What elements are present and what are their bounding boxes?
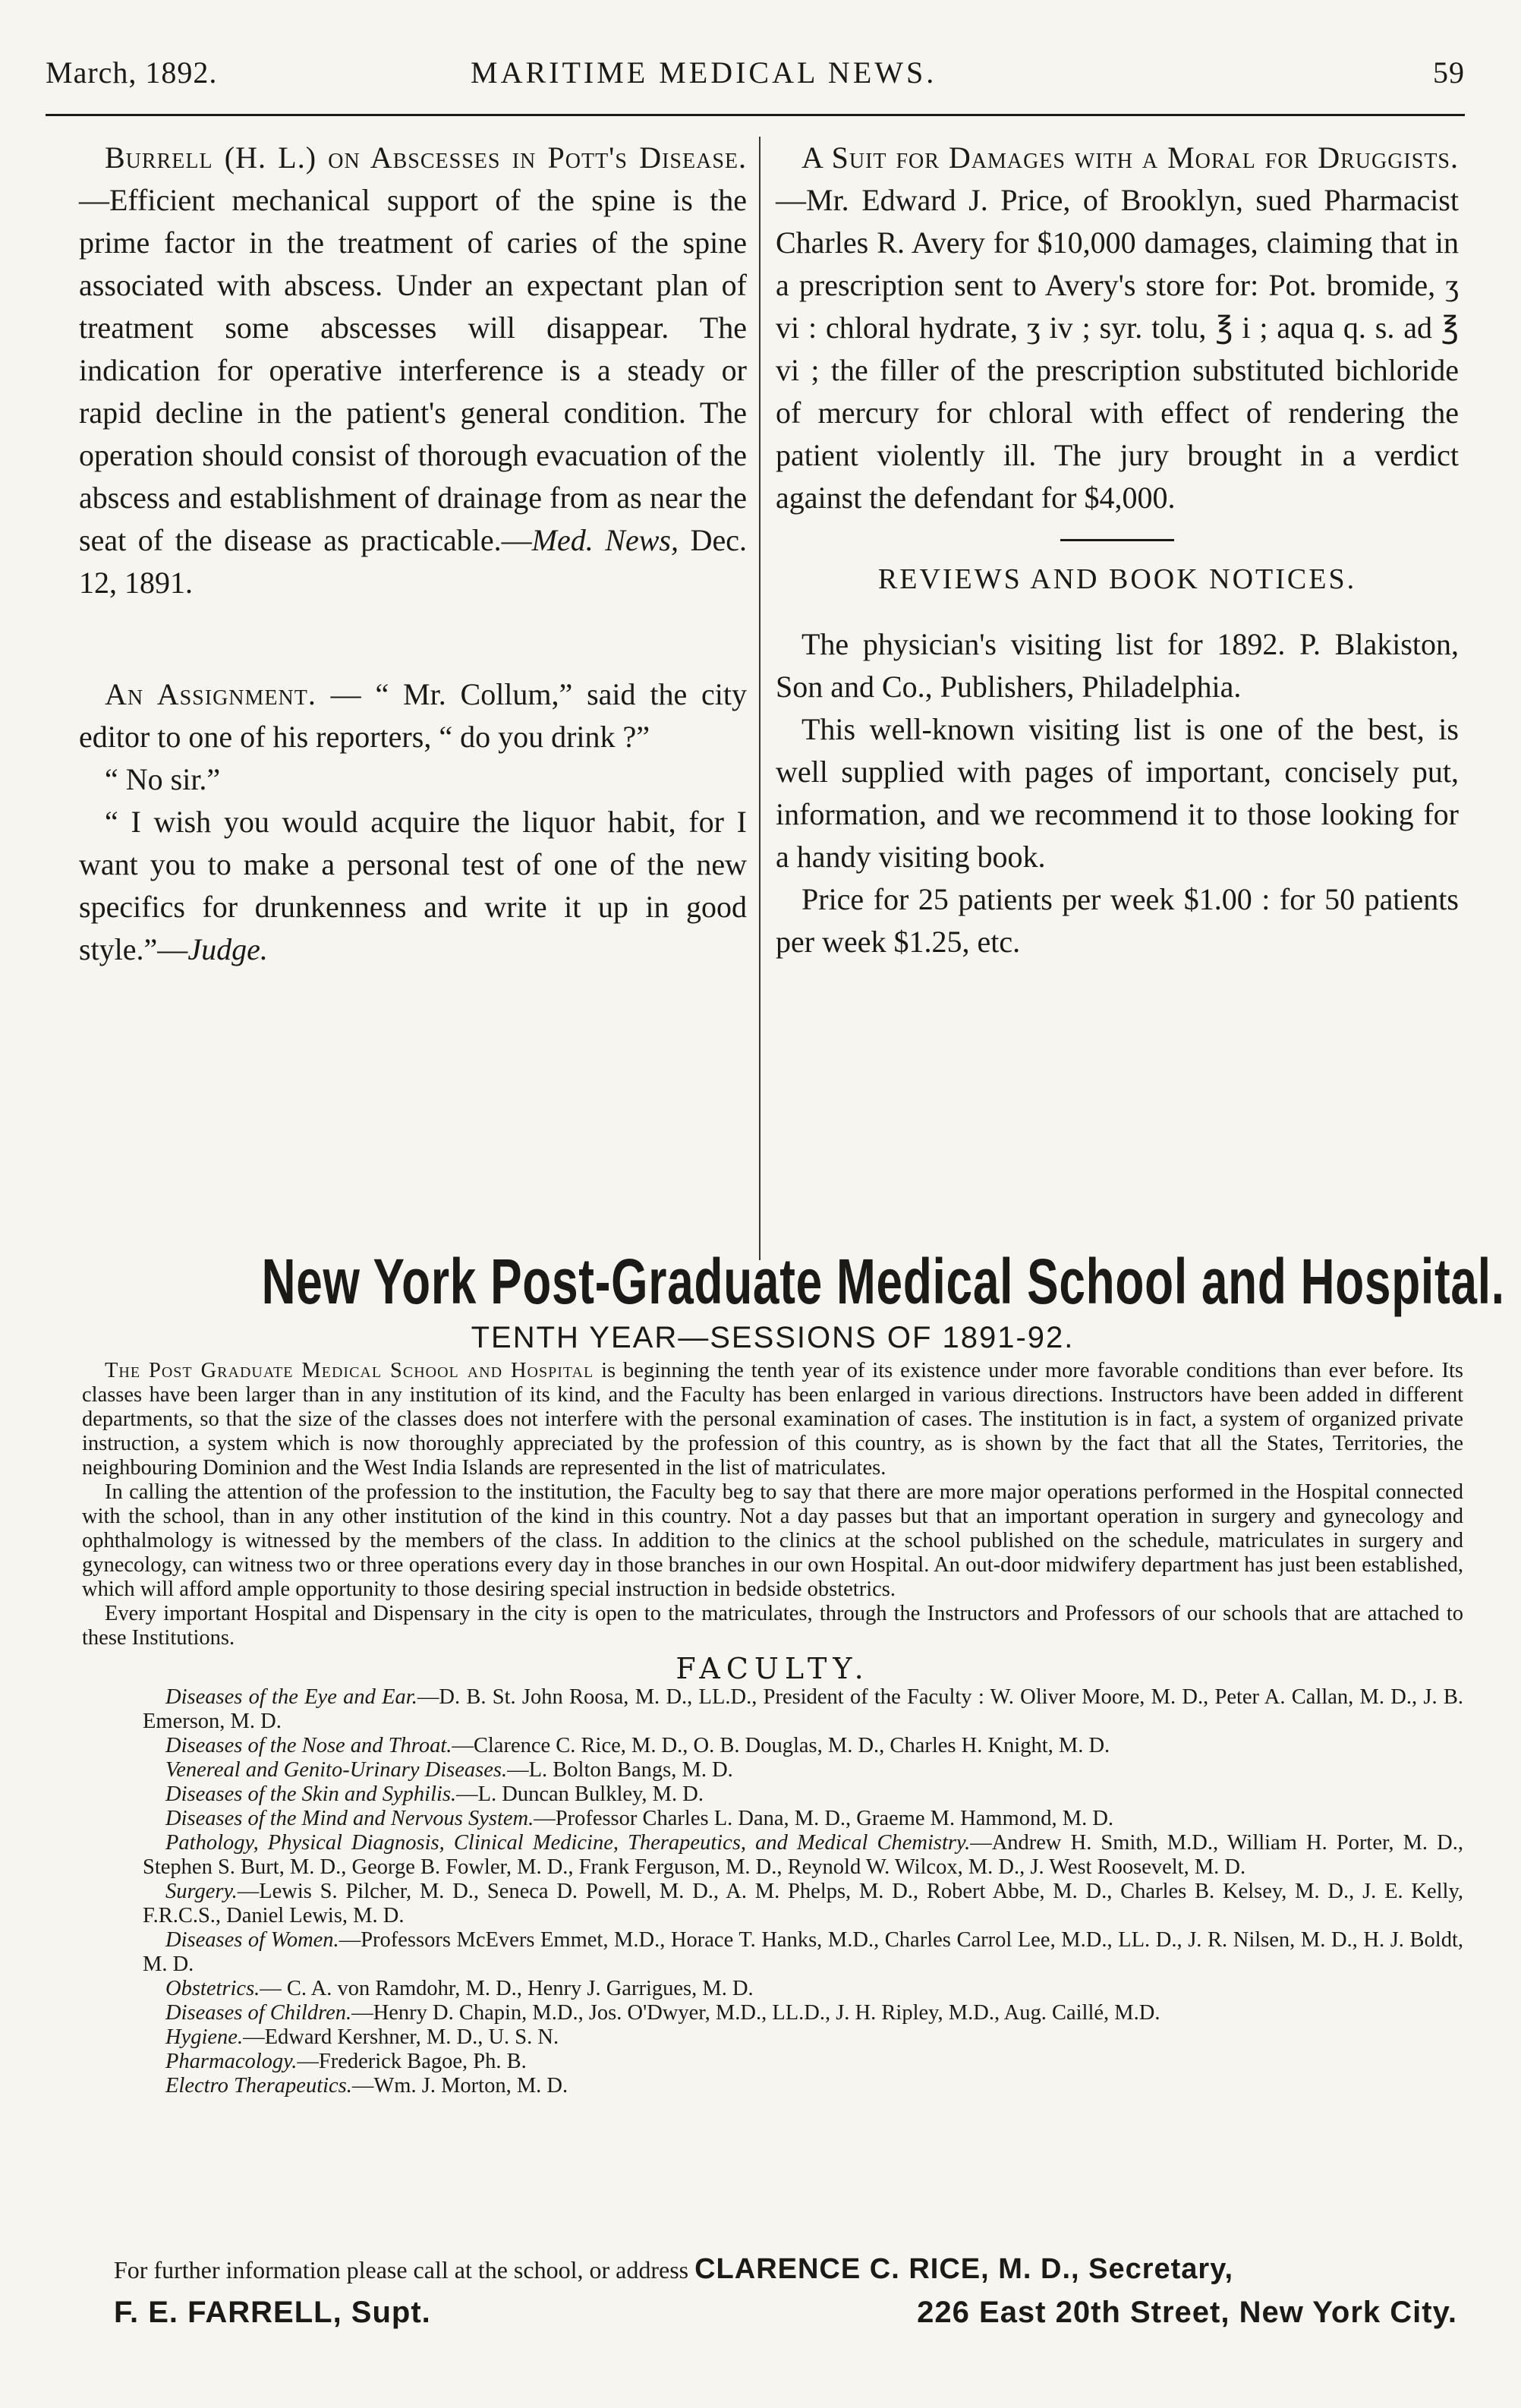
faculty-names: —L. Duncan Bulkley, M. D. (456, 1782, 704, 1806)
faculty-names: —Andrew H. Smith, M.D., William H. Porter, M. D., Stephen S. Burt, M. D., George B. Fowler, M. D., Frank Ferguson, M. D., Reynold W. Wilcox, M. D., J. West Roosevelt, M. D. (143, 1831, 1463, 1879)
article-title: An Assignment. (105, 677, 316, 711)
faculty-department: Surgery. (165, 1880, 238, 1903)
article-body: —Efficient mechanical support of the spine is the prime factor in the treatment of caries of the spine associated with abscess. Under an expectant plan of treatment some abscesses will disappear. The indication for operative interference is a steady or rapid decline in the patient's general condition. The operation should consist of thorough evacuation of the abscess and establishment of drainage from as near the seat of the disease as practicable.— (79, 183, 747, 557)
faculty-department: Electro Therapeutics. (165, 2074, 352, 2098)
faculty-entry (82, 2001, 1463, 2025)
faculty-entry (82, 1880, 1463, 1928)
running-head (46, 55, 1465, 100)
contact-text: For further information please call at the school, or address (114, 2256, 695, 2284)
faculty-entry (82, 1782, 1463, 1807)
faculty-department: Diseases of the Skin and Syphilis. (165, 1782, 457, 1806)
article-body: —Mr. Edward J. Price, of Brooklyn, sued Pharmacist Charles R. Avery for $10,000 damages, claiming that in a prescription sent to Avery's store for: Pot. bromide, ʒ vi : chloral hydrate, ʒ iv ; syr. tolu, ℥ i ; aqua q. s. ad ℥ vi ; the filler of the prescription substituted bichloride of mercury for chloral with effect of rendering the patient violently ill. The jury brought in a verdict against the defendant for $4,000. (776, 183, 1459, 515)
ad-lead: The Post Graduate Medical School and Hospital (105, 1359, 594, 1382)
superintendent: F. E. FARRELL, Supt. (114, 2296, 431, 2329)
faculty-entry (82, 1807, 1463, 1831)
section-heading: REVIEWS AND BOOK NOTICES. (877, 563, 1357, 595)
faculty-department: Pathology, Physical Diagnosis, Clinical Medicine, Therapeutics, and Medical Chemistry. (165, 1831, 971, 1855)
faculty-department: Diseases of Children. (165, 2001, 352, 2025)
column-divider (759, 137, 760, 1260)
review-price: Price for 25 patients per week $1.00 : for 50 patients per week $1.25, etc. (776, 882, 1459, 959)
faculty-names: — C. A. von Ramdohr, M. D., Henry J. Garrigues, M. D. (260, 1977, 754, 2000)
journal-title: MARITIME MEDICAL NEWS. (471, 55, 937, 90)
faculty-department: Hygiene. (165, 2025, 244, 2049)
article-title: Burrell (H. L.) on Abscesses in Pott's Disease. (105, 140, 747, 175)
article-body: “ I wish you would acquire the liquor habit, for I want you to make a personal test of one of the new specifics for drunkenness and write it up in good style.”— (79, 805, 747, 966)
faculty-entry (82, 2025, 1463, 2050)
section-separator (1060, 539, 1174, 541)
faculty-entry (82, 1758, 1463, 1782)
article-body: — “ Mr. Collum,” said the city editor to one of his reporters, “ do you drink ?” (79, 677, 747, 754)
faculty-names: —L. Bolton Bangs, M. D. (507, 1758, 733, 1782)
faculty-department: Diseases of the Eye and Ear. (165, 1685, 417, 1709)
faculty-entry (82, 1831, 1463, 1880)
faculty-department: Diseases of Women. (165, 1928, 339, 1952)
page-number: 59 (1433, 55, 1465, 90)
faculty-department: Obstetrics. (165, 1977, 260, 2000)
article-burrell (79, 137, 747, 604)
faculty-entry (82, 1928, 1463, 1977)
contact-line (114, 2253, 1457, 2286)
article-source: Med. News, (531, 523, 679, 557)
faculty-entry (82, 2050, 1463, 2074)
issue-date: March, 1892. (46, 55, 218, 90)
advertisement-title: New York Post-Graduate Medical School and Hospital. (261, 1246, 1505, 1317)
faculty-names: —Professors McEvers Emmet, M.D., Horace T. Hanks, M.D., Charles Carrol Lee, M.D., LL. D., J. R. Nilsen, M. D., H. J. Boldt, M. D. (143, 1928, 1463, 1976)
superintendent-line (114, 2296, 1457, 2341)
ad-paragraph: In calling the attention of the profession to the institution, the Faculty beg to say that there are more major operations performed in the Hospital connected with the school, than in any other institution of the kind in this country. Not a day passes but that an important operation in surgery and gynecology and ophthalmology is witnessed by the members of the class. In addition to the clinics at the school published on the schedule, matriculates in surgery and gynecology, can witness two or three operations every day in those branches in our own Hospital. An out-door midwifery department has just been established, which will afford ample opportunity to those desiring special instruction in bedside obstetrics. (82, 1480, 1463, 1601)
faculty-names: —Edward Kershner, M. D., U. S. N. (243, 2025, 559, 2049)
left-column (79, 137, 747, 971)
faculty-entry (82, 1685, 1463, 1734)
right-column (776, 137, 1459, 963)
article-title: A Suit for Damages with a Moral for Druggists. (801, 140, 1459, 175)
article-suit-for-damages (776, 137, 1459, 519)
faculty-names: —D. B. St. John Roosa, M. D., LL.D., President of the Faculty : W. Oliver Moore, M. D., Peter A. Callan, M. D., J. B. Emerson, M. D. (143, 1685, 1464, 1733)
advertisement-subtitle: TENTH YEAR—SESSIONS OF 1891-92. (471, 1321, 1075, 1354)
faculty-department: Venereal and Genito-Urinary Diseases. (165, 1758, 508, 1782)
ad-paragraph: Every important Hospital and Dispensary in the city is open to the matriculates, through the Instructors and Professors of our schools that are attached to these Institutions. (82, 1602, 1463, 1650)
faculty-entry (82, 1977, 1463, 2001)
faculty-names: —Clarence C. Rice, M. D., O. B. Douglas, M. D., Charles H. Knight, M. D. (452, 1734, 1110, 1757)
ad-paragraph: The Post Graduate Medical School and Hospital is beginning the tenth year of its existence under more favorable conditions than ever before. Its classes have been larger than in any institution of its kind, and the Faculty has been enlarged in various directions. Instructors have been added in different departments, so that the size of the classes does not interfere with the personal examination of cases. The institution is in fact, a system of organized private instruction, a system which is now thoroughly appreciated by the profession of this country, as is shown by the fact that all the States, Territories, the neighbouring Dominion and the West India Islands are represented in the list of matriculates. (82, 1359, 1463, 1480)
faculty-entry (82, 1734, 1463, 1758)
faculty-names: —Henry D. Chapin, M.D., Jos. O'Dwyer, M.D., LL.D., J. H. Ripley, M.D., Aug. Caillé, M.D. (351, 2001, 1160, 2025)
header-rule (46, 114, 1465, 116)
faculty-names: —Lewis S. Pilcher, M. D., Seneca D. Powell, M. D., A. M. Phelps, M. D., Robert Abbe, M. D., Charles B. Kelsey, M. D., J. E. Kelly, F.R.C.S., Daniel Lewis, M. D. (143, 1880, 1463, 1927)
faculty-names: —Professor Charles L. Dana, M. D., Graeme M. Hammond, M. D. (534, 1807, 1114, 1830)
article-assignment (79, 673, 747, 758)
advertisement-body (82, 1359, 1463, 2098)
article-source: Judge. (187, 932, 268, 966)
faculty-department: Pharmacology. (165, 2050, 298, 2073)
faculty-department: Diseases of the Nose and Throat. (165, 1734, 452, 1757)
article-paragraph (79, 801, 747, 971)
faculty-names: —Frederick Bagoe, Ph. B. (297, 2050, 527, 2073)
address: 226 East 20th Street, New York City. (917, 2296, 1457, 2329)
faculty-department: Diseases of the Mind and Nervous System. (165, 1807, 534, 1830)
faculty-heading: FACULTY. (675, 1652, 870, 1685)
faculty-entry (82, 2074, 1463, 2098)
review-paragraph: This well-known visiting list is one of the best, is well supplied with pages of important, concisely put, information, and we recommend it to those looking for a handy visiting book. (776, 712, 1459, 874)
faculty-list (82, 1685, 1463, 2098)
faculty-names: —Wm. J. Morton, M. D. (351, 2074, 568, 2098)
secretary-name: CLARENCE C. RICE, M. D., Secretary, (694, 2253, 1234, 2285)
article-source-date: Dec. 12, 1891. (79, 523, 747, 600)
article-paragraph: “ No sir.” (105, 762, 221, 796)
review-citation: The physician's visiting list for 1892. P. Blakiston, Son and Co., Publishers, Philadelphia. (776, 627, 1459, 704)
